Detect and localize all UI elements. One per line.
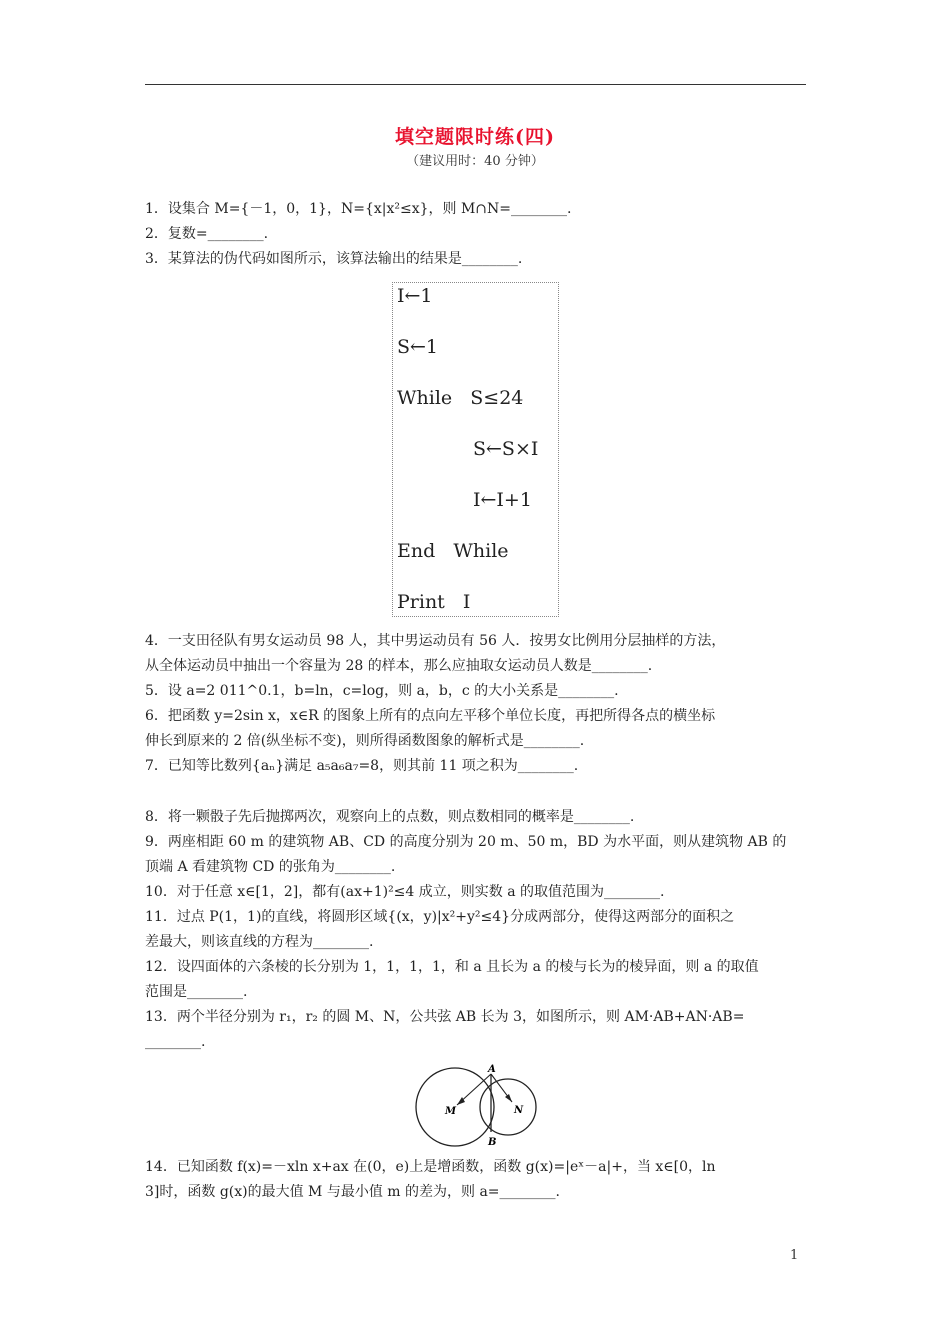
question-9-line-1: 9．两座相距 60 m 的建筑物 AB、CD 的高度分别为 20 m、50 m，BD 为水平面，则从建筑物 AB 的 (145, 834, 787, 850)
pseudocode-line-3: While S≤24 (397, 387, 524, 409)
label-a: A (488, 1064, 496, 1075)
label-m: M (445, 1106, 457, 1117)
circle-n (480, 1079, 536, 1135)
question-5: 5．设 a=2 011^0.1，b=ln，c=log，则 a，b，c 的大小关系是________. (145, 683, 619, 699)
label-n: N (514, 1105, 524, 1116)
question-10: 10．对于任意 x∈[1，2]，都有(ax+1)²≤4 成立，则实数 a 的取值范围为________. (145, 884, 665, 900)
pseudocode-line-1: I←1 (397, 285, 433, 307)
pseudocode-line-4: S←S×I (473, 438, 539, 460)
arrowhead-n (505, 1094, 512, 1102)
pseudocode-line-6: End While (397, 540, 509, 562)
question-12-line-2: 范围是________. (145, 984, 248, 1000)
question-14-line-1: 14．已知函数 f(x)=－xln x+ax 在(0，e)上是增函数，函数 g(x)=|eˣ－a|+，当 x∈[0，ln (145, 1159, 716, 1175)
circles-figure (415, 1060, 540, 1152)
question-8: 8．将一颗骰子先后抛掷两次，观察向上的点数，则点数相同的概率是________. (145, 809, 635, 825)
page-subtitle: （建议用时：40 分钟） (406, 154, 544, 169)
pseudocode-box (392, 282, 559, 617)
question-7: 7．已知等比数列{aₙ}满足 a₅a₆a₇=8，则其前 11 项之积为________. (145, 758, 579, 774)
question-9-line-2: 顶端 A 看建筑物 CD 的张角为________. (145, 859, 396, 875)
question-2: 2．复数=________. (145, 226, 269, 242)
question-6-line-2: 伸长到原来的 2 倍(纵坐标不变)，则所得函数图象的解析式是________. (145, 733, 585, 749)
page-number: 1 (790, 1248, 799, 1263)
label-b: B (488, 1137, 497, 1148)
top-rule (145, 84, 806, 85)
question-11-line-2: 差最大，则该直线的方程为________. (145, 934, 374, 950)
question-11-line-1: 11．过点 P(1，1)的直线，将圆形区域{(x，y)|x²+y²≤4}分成两部分，使得这两部分的面积之 (145, 909, 735, 925)
question-13-line-1: 13．两个半径分别为 r₁，r₂ 的圆 M、N，公共弦 AB 长为 3，如图所示，则 AM·AB+AN·AB= (145, 1009, 745, 1025)
question-4-line-1: 4．一支田径队有男女运动员 98 人，其中男运动员有 56 人．按男女比例用分层抽样的方法， (145, 633, 726, 649)
pseudocode-line-7: Print I (397, 591, 471, 613)
question-6-line-1: 6．把函数 y=2sin x，x∈R 的图象上所有的点向左平移个单位长度，再把所得各点的横坐标 (145, 708, 716, 724)
page-title: 填空题限时练(四) (395, 126, 555, 148)
pseudocode-line-2: S←1 (397, 336, 439, 358)
question-12-line-1: 12．设四面体的六条棱的长分别为 1，1，1，1，和 a 且长为 a 的棱与长为的棱异面，则 a 的取值 (145, 959, 759, 975)
pseudocode-line-5: I←I+1 (473, 489, 532, 511)
question-3: 3．某算法的伪代码如图所示，该算法输出的结果是________. (145, 251, 523, 267)
question-4-line-2: 从全体运动员中抽出一个容量为 28 的样本，那么应抽取女运动员人数是________. (145, 658, 653, 674)
question-13-line-2: ________. (145, 1034, 206, 1050)
question-1: 1．设集合 M={－1，0，1}，N={x|x²≤x}，则 M∩N=________. (145, 201, 572, 217)
question-14-line-2: 3]时，函数 g(x)的最大值 M 与最小值 m 的差为，则 a=________. (145, 1184, 560, 1200)
